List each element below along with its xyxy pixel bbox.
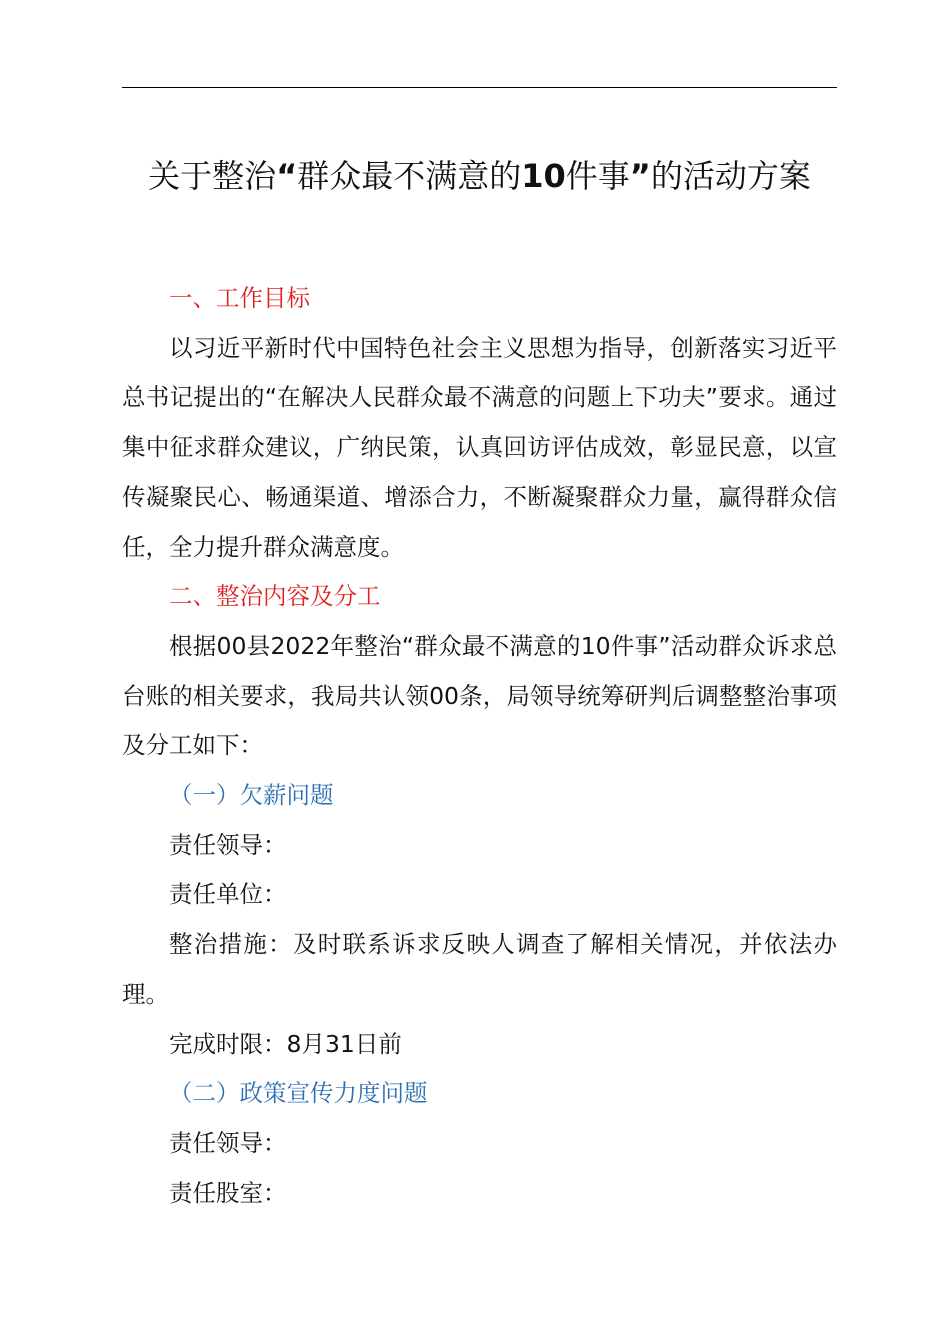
item-deadline: 完成时限：8月31日前 [169,1029,402,1058]
title-quote-close: ” [629,157,651,195]
section-paragraph-content: 根据00县2022年整治“群众最不满意的10件事”活动群众诉求总台账的相关要求，我局共认领00条，局领导统筹研判后调整整治事项及分工如下： [122,631,837,760]
title-prefix: 关于整治 [148,157,277,195]
section-paragraph-goals: 以习近平新时代中国特色社会主义思想为指导，创新落实习近平总书记提出的“在解决人民群众最不满意的问题上下功夫”要求。通过集中征求群众建议，广纳民策，认真回访评估成效，彰显民意，以宣传凝聚民心、畅通渠道、增添合力，不断凝聚群众力量，赢得群众信任，全力提升群众满意度。 [122,333,837,561]
title-number: 10 [521,157,566,195]
section-heading-goals: 一、工作目标 [169,284,310,312]
subsection-heading-wages: （一）欠薪问题 [169,781,334,810]
item2-responsible-office: 责任股室： [169,1178,287,1207]
header-rule [122,87,837,88]
subsection-heading-policy: （二）政策宣传力度问题 [169,1079,428,1108]
item-measures: 整治措施：及时联系诉求反映人调查了解相关情况，并依法办理。 [122,930,837,1008]
section-heading-content: 二、整治内容及分工 [169,582,381,611]
document-body [122,274,837,1218]
title-mid: 群众最不满意的 [297,157,522,195]
item-responsible-unit: 责任单位： [169,880,287,909]
document-title [122,150,837,202]
item2-responsible-leader: 责任领导： [169,1128,287,1157]
title-quote-open: “ [276,157,298,195]
title-suffix: 的活动方案 [650,157,811,195]
title-mid2: 件事 [565,157,630,195]
item-responsible-leader: 责任领导： [169,830,287,859]
